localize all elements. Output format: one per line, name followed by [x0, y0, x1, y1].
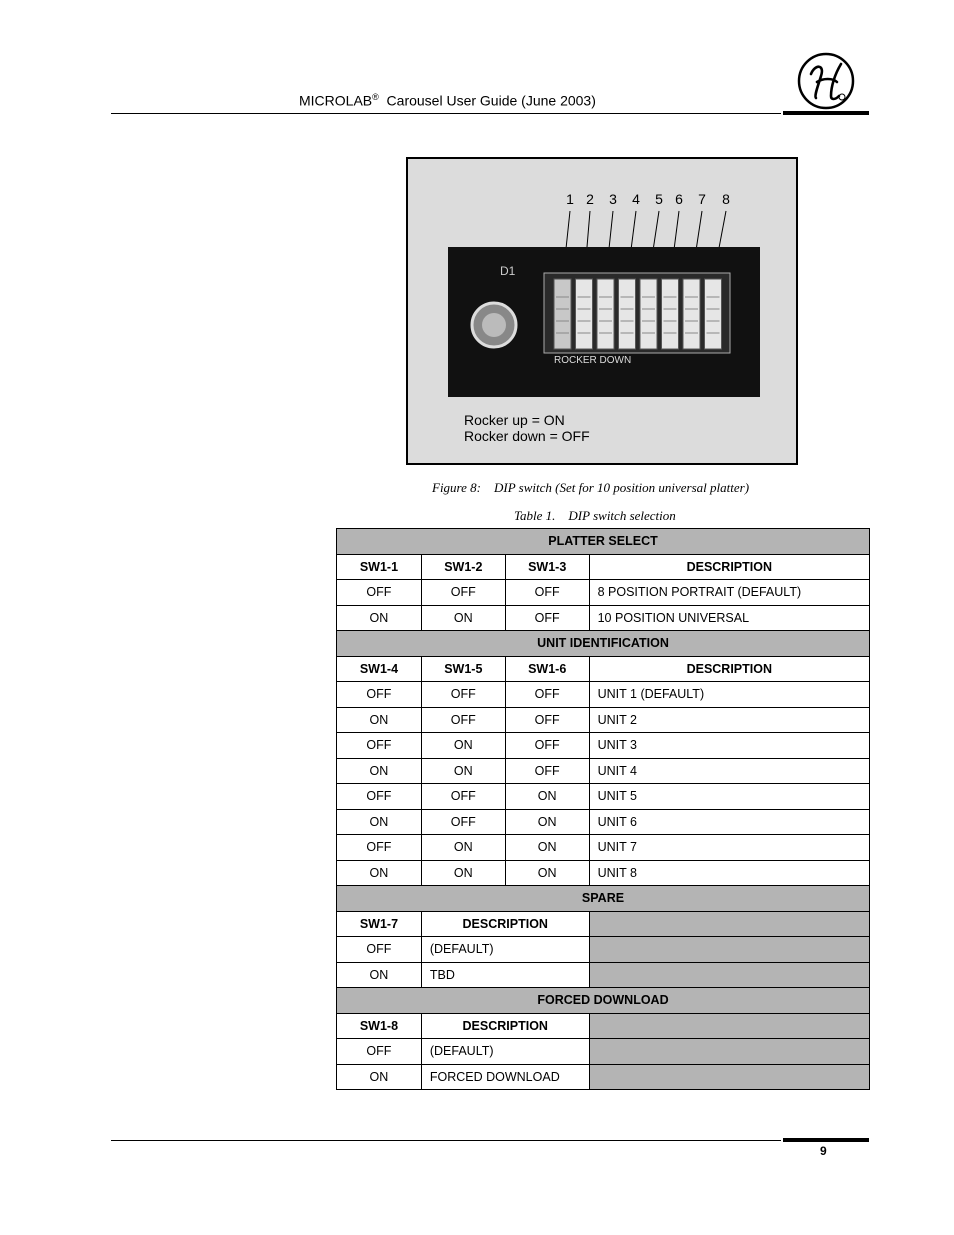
dip-switch-photo [406, 157, 798, 465]
table-cell: OFF [421, 784, 505, 810]
table-cell: OFF [337, 784, 422, 810]
table-row [337, 962, 870, 988]
section-header-platter [337, 529, 870, 555]
shaded-cell [589, 962, 869, 988]
footer-rule [111, 1140, 781, 1141]
rocker-switch [640, 279, 657, 349]
column-header: SW1-6 [505, 656, 589, 682]
table-cell: ON [421, 835, 505, 861]
table-row [337, 1064, 870, 1090]
column-header: SW1-1 [337, 554, 422, 580]
table-cell: ON [337, 860, 422, 886]
table-cell: UNIT 5 [589, 784, 869, 810]
section-title: UNIT IDENTIFICATION [337, 631, 870, 657]
table-cell: OFF [337, 937, 422, 963]
table-cell: OFF [505, 758, 589, 784]
table-cell: UNIT 4 [589, 758, 869, 784]
legend-off: Rocker down = OFF [464, 428, 590, 444]
table-cell: ON [337, 707, 422, 733]
shaded-cell [589, 937, 869, 963]
device-label: D1 [500, 264, 516, 278]
table-cell: OFF [421, 809, 505, 835]
column-header: DESCRIPTION [421, 911, 589, 937]
table-cell: ON [337, 1064, 422, 1090]
table-cell: OFF [337, 1039, 422, 1065]
running-header [299, 92, 596, 109]
section-title: PLATTER SELECT [337, 529, 870, 555]
legend-on: Rocker up = ON [464, 412, 565, 428]
table-cell: ON [337, 758, 422, 784]
table-cell: ON [505, 809, 589, 835]
section-header-download [337, 988, 870, 1014]
header-bar [783, 111, 869, 115]
switch-number-label: 1 [566, 191, 574, 207]
shaded-cell [589, 1039, 869, 1065]
table-cell: ON [421, 605, 505, 631]
shaded-cell [589, 911, 869, 937]
column-header: SW1-2 [421, 554, 505, 580]
table-row [337, 707, 870, 733]
table-row [337, 580, 870, 606]
table-cell: ON [337, 962, 422, 988]
column-header: SW1-4 [337, 656, 422, 682]
switch-number-label: 7 [698, 191, 706, 207]
table-cell: (DEFAULT) [421, 1039, 589, 1065]
table-cell: OFF [421, 682, 505, 708]
section-header-spare [337, 886, 870, 912]
rocker-switch [619, 279, 636, 349]
table-caption-text: DIP switch selection [568, 508, 676, 523]
section-title: FORCED DOWNLOAD [337, 988, 870, 1014]
shaded-cell [589, 1013, 869, 1039]
table-cell: OFF [337, 733, 422, 759]
switch-number-label: 5 [655, 191, 663, 207]
table-row [337, 1039, 870, 1065]
table-cell: FORCED DOWNLOAD [421, 1064, 589, 1090]
column-header: SW1-5 [421, 656, 505, 682]
table-cell: UNIT 6 [589, 809, 869, 835]
table-cell: UNIT 2 [589, 707, 869, 733]
column-header: SW1-8 [337, 1013, 422, 1039]
table-cell: ON [505, 860, 589, 886]
column-header-row [337, 656, 870, 682]
switch-number-label: 4 [632, 191, 640, 207]
section-header-unit [337, 631, 870, 657]
table-cell: OFF [421, 707, 505, 733]
table-cell: OFF [337, 835, 422, 861]
table-row [337, 809, 870, 835]
switch-number-label: 8 [722, 191, 730, 207]
table-cell: OFF [505, 707, 589, 733]
rocker-switch [662, 279, 679, 349]
column-header: SW1-3 [505, 554, 589, 580]
table-cell: TBD [421, 962, 589, 988]
table-row [337, 937, 870, 963]
header-rule [111, 113, 781, 114]
table-cell: OFF [505, 580, 589, 606]
table-cell: ON [421, 758, 505, 784]
table-cell: OFF [421, 580, 505, 606]
table-cell: ON [421, 860, 505, 886]
dip-switch-table [336, 528, 870, 1090]
rocker-switch [705, 279, 722, 349]
column-header-row [337, 554, 870, 580]
rocker-switch [576, 279, 593, 349]
table-caption-label: Table 1. [514, 508, 556, 523]
table-row [337, 733, 870, 759]
column-header-row [337, 1013, 870, 1039]
table-cell: ON [337, 605, 422, 631]
column-header: DESCRIPTION [589, 656, 869, 682]
table-caption [514, 508, 676, 524]
footer-bar [783, 1138, 869, 1142]
column-header: SW1-7 [337, 911, 422, 937]
table-cell: OFF [505, 682, 589, 708]
table-cell: ON [337, 809, 422, 835]
table-row [337, 682, 870, 708]
rocker-switch [683, 279, 700, 349]
table-row [337, 835, 870, 861]
column-header: DESCRIPTION [421, 1013, 589, 1039]
table-row [337, 605, 870, 631]
header-brand: MICROLAB [299, 92, 373, 109]
table-cell: ON [505, 784, 589, 810]
figure-caption-text: DIP switch (Set for 10 position universal platter) [493, 480, 750, 495]
table-cell: ON [421, 733, 505, 759]
figure-caption-label: Figure 8: [432, 480, 481, 495]
shaded-cell [589, 1064, 869, 1090]
table-row [337, 784, 870, 810]
header-title: Carousel User Guide (June 2003) [386, 92, 596, 109]
rocker-switch [597, 279, 614, 349]
table-cell: (DEFAULT) [421, 937, 589, 963]
table-cell: OFF [505, 605, 589, 631]
rocker-label: ROCKER DOWN [554, 355, 632, 366]
company-logo-icon [797, 52, 855, 110]
table-cell: ON [505, 835, 589, 861]
table-cell: UNIT 7 [589, 835, 869, 861]
switch-number-label: 6 [675, 191, 683, 207]
table-cell: UNIT 3 [589, 733, 869, 759]
table-cell: OFF [337, 580, 422, 606]
figure-caption [432, 480, 749, 496]
rocker-switch [554, 279, 571, 349]
section-title: SPARE [337, 886, 870, 912]
table-cell: OFF [505, 733, 589, 759]
column-header: DESCRIPTION [589, 554, 869, 580]
switch-number-label: 2 [586, 191, 594, 207]
table-row [337, 860, 870, 886]
table-cell: 10 POSITION UNIVERSAL [589, 605, 869, 631]
table-cell: OFF [337, 682, 422, 708]
table-row [337, 758, 870, 784]
table-cell: UNIT 1 (DEFAULT) [589, 682, 869, 708]
table-cell: 8 POSITION PORTRAIT (DEFAULT) [589, 580, 869, 606]
switch-number-label: 3 [609, 191, 617, 207]
page-number: 9 [820, 1144, 827, 1158]
table-cell: UNIT 8 [589, 860, 869, 886]
registered-mark: ® [372, 92, 379, 102]
column-header-row [337, 911, 870, 937]
